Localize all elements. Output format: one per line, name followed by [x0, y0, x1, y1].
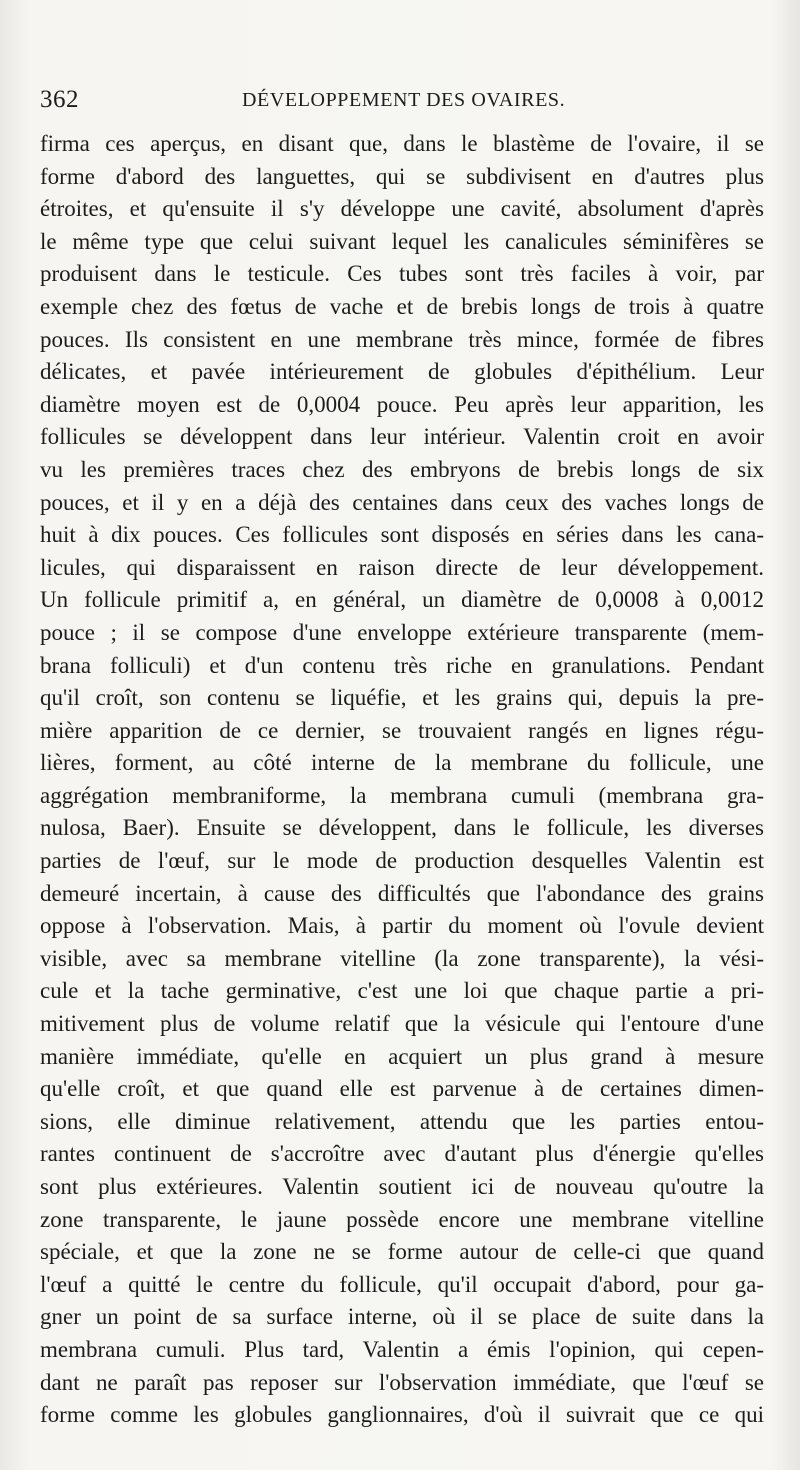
text-line: diamètre moyen est de 0,0004 pouce. Peu après leur apparition, les	[40, 391, 764, 417]
text-line: sions, elle diminue relativement, attendu que les parties entou-	[40, 1108, 764, 1134]
text-line: pouces, et il y en a déjà des centaines dans ceux des vaches longs de	[40, 489, 764, 515]
text-line: produisent dans le testicule. Ces tubes sont très faciles à voir, par	[40, 261, 764, 287]
text-line: mitivement plus de volume relatif que la vésicule qui l'entoure d'une	[40, 1011, 764, 1037]
text-line: sont plus extérieures. Valentin soutient ici de nouveau qu'outre la	[40, 1174, 764, 1199]
text-line: rantes continuent de s'accroître avec d'autant plus d'énergie qu'elles	[40, 1141, 764, 1167]
text-line: firma ces aperçus, en disant que, dans le blastème de l'ovaire, il se	[40, 131, 764, 156]
text-line: zone transparente, le jaune possède encore une membrane vitelline	[40, 1206, 764, 1232]
running-title: DÉVELOPPEMENT DES OVAIRES.	[242, 89, 566, 111]
text-line: Un follicule primitif a, en général, un diamètre de 0,0008 à 0,0012	[40, 587, 764, 613]
page-number: 362	[40, 86, 79, 113]
text-line: pouce ; il se compose d'une enveloppe extérieure transparente (mem-	[40, 619, 764, 645]
text-line: aggrégation membraniforme, la membrana cumuli (membrana gra-	[40, 782, 764, 808]
text-line: qu'il croît, son contenu se liquéfie, et les grains qui, depuis la pre-	[40, 685, 764, 711]
text-line: membrana cumuli. Plus tard, Valentin a émis l'opinion, qui cepen-	[40, 1336, 764, 1362]
text-line: forme d'abord des languettes, qui se subdivisent en d'autres plus	[40, 163, 764, 189]
text-line: dant ne paraît pas reposer sur l'observation immédiate, que l'œuf se	[40, 1369, 764, 1395]
text-line: le même type que celui suivant lequel les canalicules séminifères se	[40, 228, 764, 254]
text-line: parties de l'œuf, sur le mode de production desquelles Valentin est	[40, 848, 764, 874]
text-line: manière immédiate, qu'elle en acquiert un plus grand à mesure	[40, 1043, 764, 1069]
text-line: visible, avec sa membrane vitelline (la zone transparente), la vési-	[40, 945, 764, 971]
text-line: lières, forment, au côté interne de la membrane du follicule, une	[40, 750, 764, 776]
text-line: qu'elle croît, et que quand elle est parvenue à de certaines dimen-	[40, 1076, 764, 1102]
text-line: oppose à l'observation. Mais, à partir du moment où l'ovule devient	[40, 913, 764, 939]
text-line: demeuré incertain, à cause des difficultés que l'abondance des grains	[40, 880, 764, 906]
text-line: licules, qui disparaissent en raison directe de leur développement.	[40, 554, 764, 580]
text-line: follicules se développent dans leur intérieur. Valentin croit en avoir	[40, 424, 764, 450]
text-line: huit à dix pouces. Ces follicules sont disposés en séries dans les cana-	[40, 522, 764, 548]
text-line: spéciale, et que la zone ne se forme autour de celle-ci que quand	[40, 1239, 764, 1265]
text-line: vu les premières traces chez des embryons de brebis longs de six	[40, 456, 764, 482]
page-header	[40, 86, 764, 120]
text-line: forme comme les globules ganglionnaires, d'où il suivrait que ce qui	[40, 1402, 764, 1428]
text-line: nulosa, Baer). Ensuite se développent, dans le follicule, les diverses	[40, 815, 764, 841]
text-line: mière apparition de ce dernier, se trouvaient rangés en lignes régu-	[40, 717, 764, 743]
text-line: pouces. Ils consistent en une membrane très mince, formée de fibres	[40, 326, 764, 352]
body-text	[40, 128, 764, 1432]
text-line: délicates, et pavée intérieurement de globules d'épithélium. Leur	[40, 359, 764, 385]
text-line: étroites, et qu'ensuite il s'y développe une cavité, absolument d'après	[40, 196, 764, 222]
text-line: brana folliculi) et d'un contenu très riche en granulations. Pendant	[40, 652, 764, 678]
text-line: exemple chez des fœtus de vache et de brebis longs de trois à quatre	[40, 293, 764, 319]
text-line: l'œuf a quitté le centre du follicule, qu'il occupait d'abord, pour ga-	[40, 1271, 764, 1297]
text-line: cule et la tache germinative, c'est une loi que chaque partie a pri-	[40, 978, 764, 1004]
text-line: gner un point de sa surface interne, où il se place de suite dans la	[40, 1304, 764, 1330]
